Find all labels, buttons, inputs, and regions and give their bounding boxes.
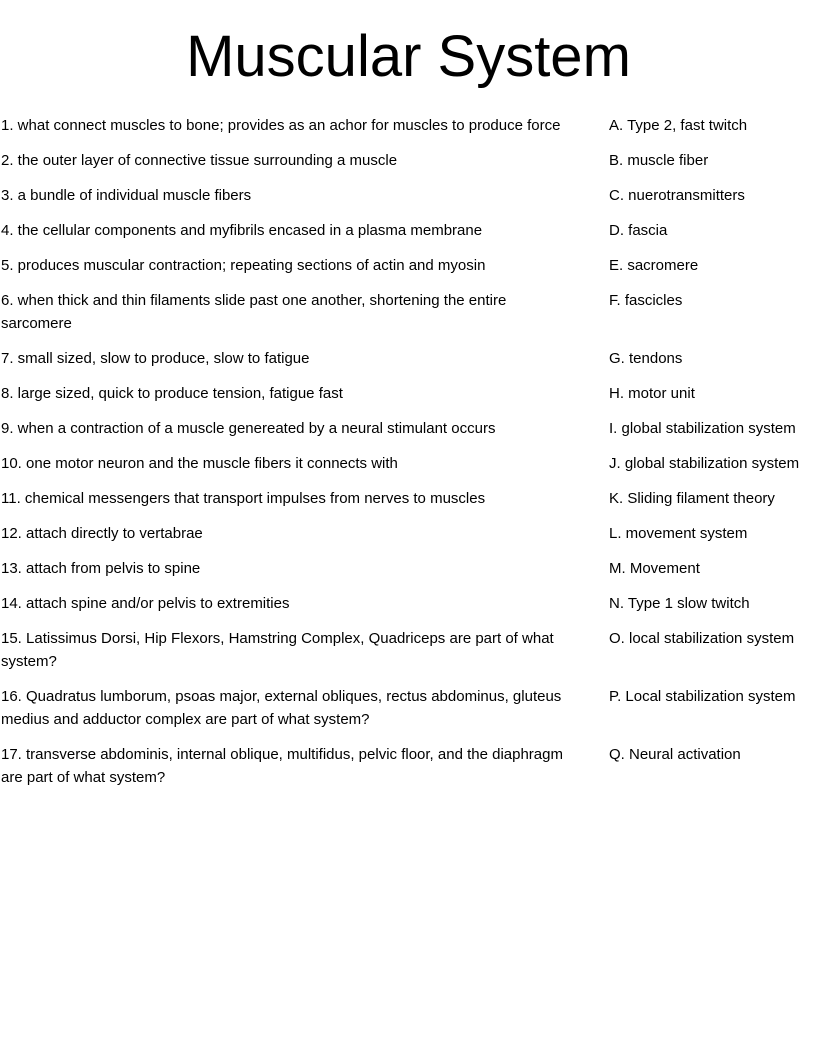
match-row <box>1 149 816 172</box>
match-row <box>1 347 816 370</box>
match-row <box>1 219 816 242</box>
question-text: 17. transverse abdominis, internal oblique, multifidus, pelvic floor, and the diaphragm are part of what system? <box>1 746 563 786</box>
match-row <box>1 114 816 137</box>
answer-text: D. fascia <box>609 222 668 239</box>
match-row <box>1 184 816 207</box>
answer-text: I. global stabilization system <box>609 420 796 437</box>
match-row <box>1 487 816 510</box>
match-row <box>1 627 816 673</box>
question-text: 7. small sized, slow to produce, slow to fatigue <box>1 350 310 367</box>
answer-text: H. motor unit <box>609 385 695 402</box>
match-row <box>1 743 816 789</box>
answer-text: C. nuerotransmitters <box>609 187 745 204</box>
question-text: 6. when thick and thin filaments slide past one another, shortening the entire sarcomere <box>1 292 507 332</box>
matching-list <box>1 114 816 789</box>
question-text: 14. attach spine and/or pelvis to extremities <box>1 595 290 612</box>
answer-text: O. local stabilization system <box>609 630 795 647</box>
question-text: 8. large sized, quick to produce tension, fatigue fast <box>1 385 343 402</box>
answer-text: K. Sliding filament theory <box>609 490 775 507</box>
match-row <box>1 557 816 580</box>
match-row <box>1 522 816 545</box>
question-text: 4. the cellular components and myfibrils encased in a plasma membrane <box>1 222 483 239</box>
question-text: 2. the outer layer of connective tissue surrounding a muscle <box>1 152 398 169</box>
answer-text: M. Movement <box>609 560 700 577</box>
answer-text: G. tendons <box>609 350 683 367</box>
answer-text: A. Type 2, fast twitch <box>609 117 748 134</box>
question-text: 15. Latissimus Dorsi, Hip Flexors, Hamstring Complex, Quadriceps are part of what system? <box>1 630 554 670</box>
match-row <box>1 592 816 615</box>
answer-text: N. Type 1 slow twitch <box>609 595 750 612</box>
question-text: 3. a bundle of individual muscle fibers <box>1 187 252 204</box>
answer-text: J. global stabilization system <box>609 455 800 472</box>
answer-text: E. sacromere <box>609 257 699 274</box>
question-text: 12. attach directly to vertabrae <box>1 525 203 542</box>
answer-text: B. muscle fiber <box>609 152 709 169</box>
question-text: 1. what connect muscles to bone; provides as an achor for muscles to produce force <box>1 117 561 134</box>
match-row <box>1 382 816 405</box>
question-text: 11. chemical messengers that transport impulses from nerves to muscles <box>1 490 486 507</box>
answer-text: F. fascicles <box>609 292 683 309</box>
page-title: Muscular System <box>186 24 631 89</box>
match-row <box>1 254 816 277</box>
question-text: 9. when a contraction of a muscle genereated by a neural stimulant occurs <box>1 420 496 437</box>
answer-text: L. movement system <box>609 525 748 542</box>
answer-text: Q. Neural activation <box>609 746 741 763</box>
answer-text: P. Local stabilization system <box>609 688 796 705</box>
question-text: 16. Quadratus lumborum, psoas major, external obliques, rectus abdominus, gluteus medius and adductor complex are part of what system? <box>1 688 562 728</box>
match-row <box>1 289 816 335</box>
match-row <box>1 685 816 731</box>
match-row <box>1 452 816 475</box>
question-text: 13. attach from pelvis to spine <box>1 560 201 577</box>
question-text: 5. produces muscular contraction; repeating sections of actin and myosin <box>1 257 486 274</box>
question-text: 10. one motor neuron and the muscle fibers it connects with <box>1 455 398 472</box>
match-row <box>1 417 816 440</box>
